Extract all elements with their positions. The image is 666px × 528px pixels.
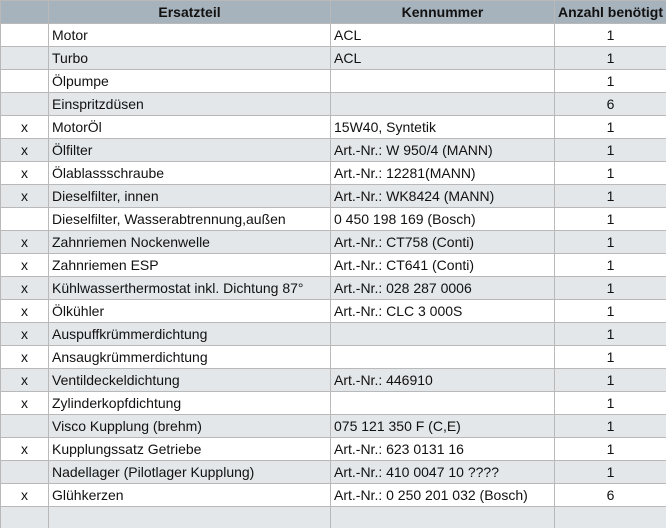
cell-part[interactable]: Zahnriemen ESP xyxy=(49,254,331,277)
cell-mark[interactable]: x xyxy=(1,185,49,208)
table-row xyxy=(1,300,666,323)
cell-part[interactable] xyxy=(49,507,331,528)
table-row xyxy=(1,392,666,415)
cell-number[interactable]: ACL xyxy=(331,24,555,47)
table-row xyxy=(1,484,666,507)
cell-mark[interactable] xyxy=(1,507,49,528)
table-row xyxy=(1,323,666,346)
table-row xyxy=(1,346,666,369)
cell-qty[interactable]: 1 xyxy=(555,70,666,93)
cell-part[interactable]: Motor xyxy=(49,24,331,47)
cell-qty[interactable]: 1 xyxy=(555,392,666,415)
cell-number[interactable]: Art.-Nr.: W 950/4 (MANN) xyxy=(331,139,555,162)
table-row xyxy=(1,70,666,93)
cell-number[interactable]: Art.-Nr.: 12281(MANN) xyxy=(331,162,555,185)
cell-qty[interactable]: 1 xyxy=(555,116,666,139)
cell-mark[interactable]: x xyxy=(1,484,49,507)
cell-number[interactable] xyxy=(331,323,555,346)
cell-number[interactable]: Art.-Nr.: 028 287 0006 xyxy=(331,277,555,300)
cell-qty[interactable]: 1 xyxy=(555,300,666,323)
cell-number[interactable] xyxy=(331,93,555,116)
header-ersatzteil[interactable]: Ersatzteil xyxy=(49,1,331,24)
cell-qty[interactable]: 1 xyxy=(555,438,666,461)
cell-part[interactable]: Auspuffkrümmerdichtung xyxy=(49,323,331,346)
cell-qty[interactable]: 6 xyxy=(555,93,666,116)
table-row xyxy=(1,24,666,47)
cell-mark[interactable] xyxy=(1,208,49,231)
cell-part[interactable]: Ölablassschraube xyxy=(49,162,331,185)
header-mark[interactable] xyxy=(1,1,49,24)
table-row xyxy=(1,208,666,231)
cell-mark[interactable]: x xyxy=(1,162,49,185)
table-row xyxy=(1,231,666,254)
cell-qty[interactable]: 1 xyxy=(555,185,666,208)
table-row xyxy=(1,438,666,461)
table-row xyxy=(1,116,666,139)
cell-qty[interactable]: 1 xyxy=(555,323,666,346)
cell-mark[interactable] xyxy=(1,47,49,70)
header-kennummer[interactable]: Kennummer xyxy=(331,1,555,24)
header-row xyxy=(1,1,666,24)
cell-qty[interactable]: 1 xyxy=(555,461,666,484)
table-row xyxy=(1,254,666,277)
cell-part[interactable]: Kühlwasserthermostat inkl. Dichtung 87° xyxy=(49,277,331,300)
cell-number[interactable]: 15W40, Syntetik xyxy=(331,116,555,139)
cell-mark[interactable]: x xyxy=(1,346,49,369)
cell-number[interactable]: 075 121 350 F (C,E) xyxy=(331,415,555,438)
cell-number[interactable]: ACL xyxy=(331,47,555,70)
cell-part[interactable]: Ventildeckeldichtung xyxy=(49,369,331,392)
cell-part[interactable]: Einspritzdüsen xyxy=(49,93,331,116)
cell-qty[interactable]: 1 xyxy=(555,254,666,277)
cell-part[interactable]: Zahnriemen Nockenwelle xyxy=(49,231,331,254)
cell-number[interactable] xyxy=(331,392,555,415)
cell-part[interactable]: Dieselfilter, innen xyxy=(49,185,331,208)
cell-number[interactable]: Art.-Nr.: 0 250 201 032 (Bosch) xyxy=(331,484,555,507)
cell-mark[interactable] xyxy=(1,415,49,438)
cell-qty[interactable]: 6 xyxy=(555,484,666,507)
cell-mark[interactable]: x xyxy=(1,438,49,461)
header-anzahl[interactable]: Anzahl benötigt xyxy=(555,1,666,24)
cell-mark[interactable] xyxy=(1,93,49,116)
cell-mark[interactable] xyxy=(1,70,49,93)
table-row xyxy=(1,93,666,116)
cell-part[interactable]: Dieselfilter, Wasserabtrennung,außen xyxy=(49,208,331,231)
cell-qty[interactable] xyxy=(555,507,666,528)
cell-qty[interactable]: 1 xyxy=(555,369,666,392)
cell-part[interactable]: Kupplungssatz Getriebe xyxy=(49,438,331,461)
cell-qty[interactable]: 1 xyxy=(555,415,666,438)
table-row xyxy=(1,277,666,300)
cell-mark[interactable] xyxy=(1,461,49,484)
cell-part[interactable]: Zylinderkopfdichtung xyxy=(49,392,331,415)
table-row xyxy=(1,185,666,208)
table-row xyxy=(1,162,666,185)
table-row xyxy=(1,415,666,438)
cell-part[interactable]: Visco Kupplung (brehm) xyxy=(49,415,331,438)
cell-mark[interactable]: x xyxy=(1,300,49,323)
cell-mark[interactable] xyxy=(1,24,49,47)
cell-number[interactable]: Art.-Nr.: WK8424 (MANN) xyxy=(331,185,555,208)
cell-part[interactable]: Glühkerzen xyxy=(49,484,331,507)
cell-qty[interactable]: 1 xyxy=(555,277,666,300)
cell-mark[interactable]: x xyxy=(1,116,49,139)
cell-number[interactable]: Art.-Nr.: CT758 (Conti) xyxy=(331,231,555,254)
cell-number[interactable]: 0 450 198 169 (Bosch) xyxy=(331,208,555,231)
cell-part[interactable]: Ölkühler xyxy=(49,300,331,323)
cell-mark[interactable]: x xyxy=(1,369,49,392)
cell-part[interactable]: Ölfilter xyxy=(49,139,331,162)
table-row xyxy=(1,507,666,528)
cell-qty[interactable]: 1 xyxy=(555,139,666,162)
cell-number[interactable]: Art.-Nr.: 623 0131 16 xyxy=(331,438,555,461)
table-row xyxy=(1,47,666,70)
cell-number[interactable]: Art.-Nr.: CT641 (Conti) xyxy=(331,254,555,277)
cell-qty[interactable]: 1 xyxy=(555,208,666,231)
cell-part[interactable]: Turbo xyxy=(49,47,331,70)
cell-part[interactable]: MotorÖl xyxy=(49,116,331,139)
cell-part[interactable]: Ansaugkrümmerdichtung xyxy=(49,346,331,369)
cell-number[interactable] xyxy=(331,507,555,528)
cell-mark[interactable]: x xyxy=(1,254,49,277)
cell-number[interactable] xyxy=(331,346,555,369)
cell-mark[interactable]: x xyxy=(1,231,49,254)
cell-qty[interactable]: 1 xyxy=(555,346,666,369)
table-row xyxy=(1,461,666,484)
cell-number[interactable]: Art.-Nr.: 410 0047 10 ???? xyxy=(331,461,555,484)
cell-mark[interactable]: x xyxy=(1,139,49,162)
cell-mark[interactable]: x xyxy=(1,277,49,300)
cell-qty[interactable]: 1 xyxy=(555,47,666,70)
cell-mark[interactable]: x xyxy=(1,392,49,415)
cell-qty[interactable]: 1 xyxy=(555,231,666,254)
cell-number[interactable]: Art.-Nr.: 446910 xyxy=(331,369,555,392)
cell-part[interactable]: Ölpumpe xyxy=(49,70,331,93)
cell-qty[interactable]: 1 xyxy=(555,24,666,47)
cell-number[interactable]: Art.-Nr.: CLC 3 000S xyxy=(331,300,555,323)
cell-mark[interactable]: x xyxy=(1,323,49,346)
table-row xyxy=(1,369,666,392)
cell-number[interactable] xyxy=(331,70,555,93)
cell-qty[interactable]: 1 xyxy=(555,162,666,185)
table-row xyxy=(1,139,666,162)
table-body xyxy=(1,24,666,528)
cell-part[interactable]: Nadellager (Pilotlager Kupplung) xyxy=(49,461,331,484)
